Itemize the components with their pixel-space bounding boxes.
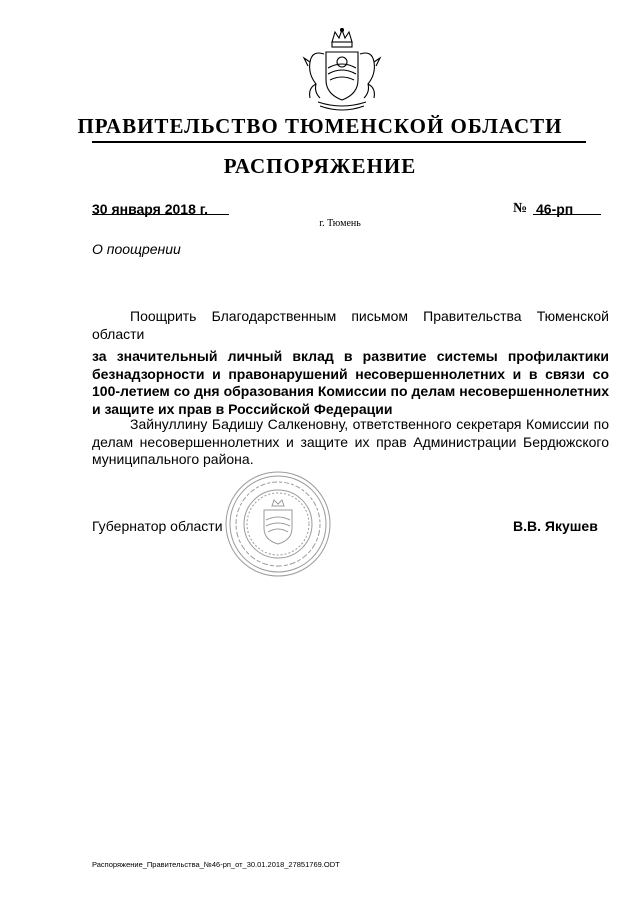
government-title: ПРАВИТЕЛЬСТВО ТЮМЕНСКОЙ ОБЛАСТИ [77, 114, 563, 138]
date-underline [92, 214, 229, 215]
signer-name: В.В. Якушев [513, 518, 598, 534]
document-number: 46-рп [536, 201, 574, 217]
header-divider [92, 141, 586, 143]
body-paragraph-2: за значительный личный вклад в развитие системы профилактики безнадзорности и правонарушений несовершеннолетних и в связи со 100-летием со дня образования Комиссии по делам несовершеннолетних и защите их прав в Российской Федерации [92, 348, 609, 417]
number-underline [533, 214, 601, 215]
footer-filename: Распоряжение_Правительства_№46-рп_от_30.01.2018_27851769.ODT [92, 860, 340, 869]
official-seal-icon [224, 470, 332, 578]
document-subject: О поощрении [92, 241, 181, 257]
document-date: 30 января 2018 г. [92, 201, 209, 217]
coat-of-arms-icon [300, 28, 384, 120]
number-sign: № [513, 201, 528, 216]
document-type: РАСПОРЯЖЕНИЕ [223, 154, 417, 178]
body-paragraph-3: Зайнуллину Бадишу Салкеновну, ответственного секретаря Комиссии по делам несовершеннолетних и защите их прав Администрации Бердюжского муниципального района. [92, 416, 609, 467]
signer-title: Губернатор области [92, 518, 223, 534]
body-paragraph-1: Поощрить Благодарственным письмом Правительства Тюменской области [92, 308, 609, 342]
document-city: г. Тюмень [319, 218, 361, 229]
